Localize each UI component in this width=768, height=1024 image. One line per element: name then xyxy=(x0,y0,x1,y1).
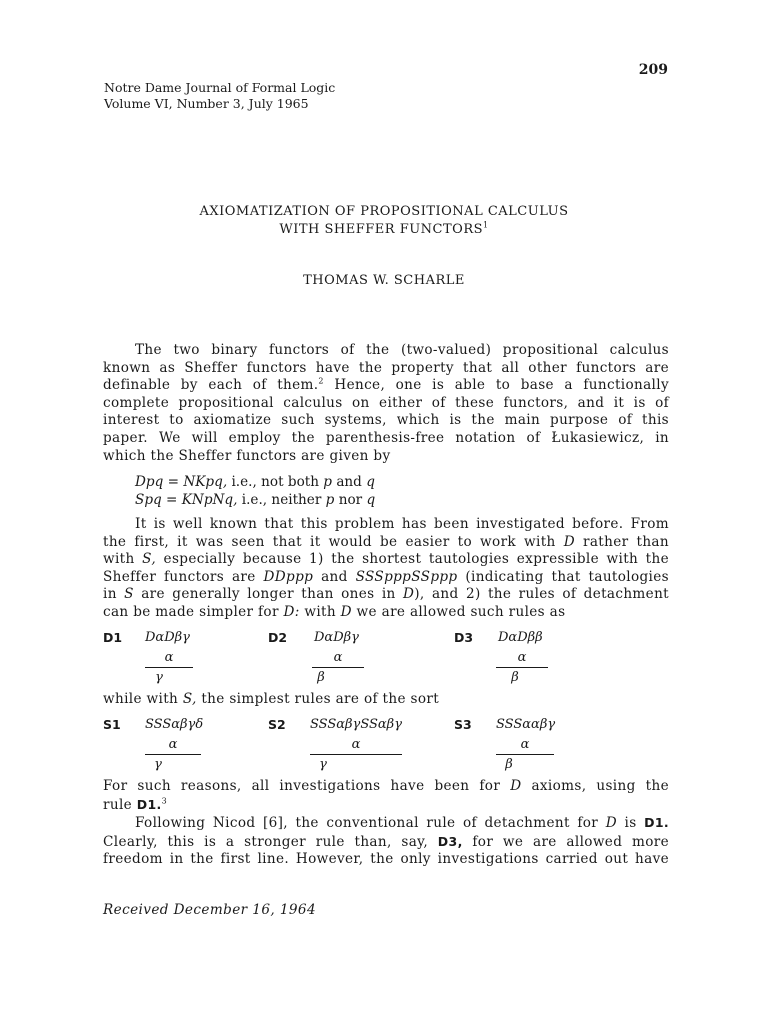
formula: D: xyxy=(283,603,300,620)
text-run: rather than xyxy=(574,533,669,550)
formula: KNpNq, xyxy=(181,491,238,508)
rule-label: D1 xyxy=(103,630,123,645)
formula: D xyxy=(403,586,415,603)
rule-conclusion: β xyxy=(317,670,325,685)
rule-conclusion: γ xyxy=(319,757,327,772)
rule-label: S3 xyxy=(454,717,472,732)
text-run: for we are allowed more xyxy=(462,833,669,850)
paper-title xyxy=(0,203,768,239)
rule-premise: α xyxy=(517,650,527,665)
journal-name: Notre Dame Journal of Formal Logic xyxy=(104,80,336,95)
formula: Dpq xyxy=(135,474,164,490)
text-run: (indicating that tautologies xyxy=(457,568,669,585)
text-line xyxy=(103,534,669,552)
rule-label: D2 xyxy=(268,630,288,645)
footnote-mark: 2 xyxy=(318,376,324,386)
text-run: in xyxy=(103,586,125,603)
rule-premise: α xyxy=(164,650,174,665)
paragraph-2 xyxy=(103,516,669,622)
formula: D xyxy=(605,815,617,831)
text-line xyxy=(103,814,669,833)
sheffer-definitions xyxy=(135,474,375,509)
text-line: It is well known that this problem has been investigated before. From xyxy=(135,516,669,532)
text-run: Sheffer functors are xyxy=(103,568,264,585)
rule-formula: SSSαβγSSαβγ xyxy=(310,717,402,732)
rule-formula: DαDβγ xyxy=(314,630,359,645)
formula: S, xyxy=(142,551,157,568)
text-run: definable by each of them. xyxy=(103,377,319,394)
rule-premise: α xyxy=(168,737,178,752)
text-line: freedom in the first line. However, the only investigations carried out have xyxy=(103,851,669,868)
text-line xyxy=(103,586,669,604)
inference-line xyxy=(310,754,402,755)
text-run: and xyxy=(313,568,356,585)
text-line xyxy=(103,551,669,569)
rule-premise: α xyxy=(351,737,361,752)
formula: D xyxy=(510,778,522,794)
text-run: with xyxy=(299,603,341,620)
rule-formula: SSSααβγ xyxy=(496,717,556,732)
formula: D xyxy=(563,533,575,550)
rule-reference: D1. xyxy=(644,815,669,830)
rule-formula: SSSαβγδ xyxy=(145,717,204,732)
definition-d xyxy=(135,474,375,492)
footnote-mark: 3 xyxy=(161,796,168,806)
formula: q xyxy=(366,474,375,490)
rule-conclusion: γ xyxy=(155,670,163,685)
text-run: rule xyxy=(103,796,137,813)
rule-premise: α xyxy=(520,737,530,752)
rule-conclusion: β xyxy=(511,670,519,685)
text-line: The two binary functors of the (two-valued) propositional calculus xyxy=(135,342,669,358)
inference-line xyxy=(145,754,201,755)
text-run: can be made simpler for xyxy=(103,603,284,620)
text-run: ), and 2) the rules of detachment xyxy=(414,586,669,603)
text-run: = xyxy=(163,474,184,490)
rule-formula: DαDβγ xyxy=(145,630,190,645)
text-run: nor xyxy=(334,491,367,508)
rule-label: S2 xyxy=(268,717,286,732)
rule-label: S1 xyxy=(103,717,121,732)
author-name: THOMAS W. SCHARLE xyxy=(303,273,465,288)
text-run: we are allowed such rules as xyxy=(351,603,566,620)
journal-header xyxy=(104,80,335,112)
text-line: known as Sheffer functors have the property that all other functors are xyxy=(103,359,669,376)
text-run: Clearly, this is a stronger rule than, say, xyxy=(103,833,438,850)
definition-s xyxy=(135,492,375,510)
text-line xyxy=(103,796,669,815)
formula: q xyxy=(366,491,376,508)
text-run: the simplest rules are of the sort xyxy=(196,691,440,707)
rule-formula: DαDββ xyxy=(498,630,543,645)
text-line xyxy=(103,377,669,395)
formula: p xyxy=(325,491,335,508)
formula: NKpq, xyxy=(183,474,228,490)
text-run: are generally longer than ones in xyxy=(133,586,404,603)
rule-reference: D3, xyxy=(437,833,463,849)
page-number: 209 xyxy=(638,62,668,78)
inference-line xyxy=(312,667,364,668)
formula: S xyxy=(124,586,134,603)
formula: p xyxy=(323,474,332,490)
paragraph-4 xyxy=(103,814,669,869)
paragraph-1 xyxy=(103,342,669,465)
text-line xyxy=(103,778,669,796)
text-run: Hence, one is able to base a functionally xyxy=(323,377,669,394)
inference-line xyxy=(496,754,554,755)
text-line xyxy=(103,569,669,587)
formula: D xyxy=(340,603,352,620)
title-line-1: AXIOMATIZATION OF PROPOSITIONAL CALCULUS xyxy=(199,204,569,219)
received-date: Received December 16, 1964 xyxy=(103,902,317,918)
text-run: while with xyxy=(103,691,183,707)
formula: S, xyxy=(182,691,197,707)
text-line: paper. We will employ the parenthesis-free notation of Łukasiewicz, in xyxy=(103,429,669,446)
text-line: complete propositional calculus on either of these functors, and it is of xyxy=(103,394,669,411)
rule-label: D3 xyxy=(454,630,474,645)
text-run: i.e., neither xyxy=(237,491,326,508)
rule-premise: α xyxy=(333,650,343,665)
text-run: For such reasons, all investigations have been for xyxy=(103,778,511,794)
text-run: with xyxy=(103,551,143,568)
paragraph-3 xyxy=(103,778,669,814)
while-line xyxy=(103,691,669,709)
footnote-mark: 1 xyxy=(483,220,489,230)
formula: DDppp xyxy=(263,568,314,585)
text-line xyxy=(103,833,669,852)
text-run: axioms, using the xyxy=(521,778,669,794)
rule-conclusion: γ xyxy=(154,757,162,772)
text-line: interest to axiomatize such systems, which is the main purpose of this xyxy=(103,412,669,429)
journal-volume: Volume VI, Number 3, July 1965 xyxy=(104,96,309,111)
text-run: i.e., not both xyxy=(227,474,324,490)
title-line-2 xyxy=(0,221,768,239)
title-line-2-text: WITH SHEFFER FUNCTORS xyxy=(279,222,484,237)
text-run: is xyxy=(616,815,645,831)
text-run: Following Nicod [6], the conventional rule of detachment for xyxy=(135,815,606,831)
inference-line xyxy=(145,667,193,668)
text-line: which the Sheffer functors are given by xyxy=(103,447,391,464)
text-run: especially because 1) the shortest tautologies expressible with the xyxy=(156,551,669,568)
text-line xyxy=(103,604,669,622)
rule-reference: D1. xyxy=(136,796,162,812)
rule-conclusion: β xyxy=(505,757,513,772)
text-run: the first, it was seen that it would be easier to work with xyxy=(103,533,564,550)
text-run: and xyxy=(332,474,367,490)
inference-line xyxy=(496,667,548,668)
formula: SSSpppSSppp xyxy=(355,568,458,585)
text-run: = xyxy=(161,491,182,508)
formula: Spq xyxy=(135,491,162,508)
